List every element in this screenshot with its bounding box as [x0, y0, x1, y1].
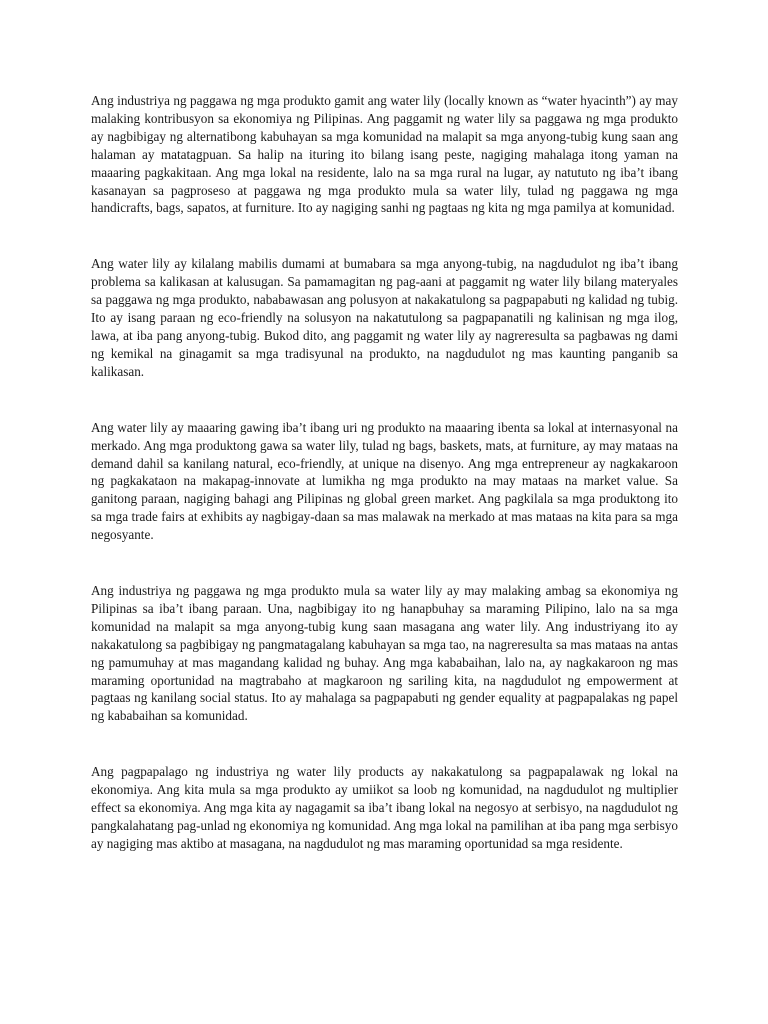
- paragraph-2: Ang water lily ay kilalang mabilis dumami at bumabara sa mga anyong-tubig, na nagdudulot ng iba’t ibang problema sa kalikasan at kalusugan. Sa pamamagitan ng pag-aani at paggamit ng water lily bilang materyales sa paggawa ng mga produkto, nababawasan ang polusyon at nakakatulong sa pagpapabuti ng kalidad ng tubig. Ito ay isang paraan ng eco-friendly na solusyon na nakatutulong sa pagpapanatili ng kalinisan ng mga ilog, lawa, at iba pang anyong-tubig. Bukod dito, ang paggamit ng water lily ay nagreresulta sa pagbawas ng dami ng kemikal na ginagamit sa mga tradisyunal na produkto, na nagdudulot ng mas kaunting panganib sa kalikasan.: [91, 256, 678, 379]
- paragraph-3: Ang water lily ay maaaring gawing iba’t ibang uri ng produkto na maaaring ibenta sa lokal at internasyonal na merkado. Ang mga produktong gawa sa water lily, tulad ng bags, baskets, mats, at furniture, ay may mataas na demand dahil sa kanilang natural, eco-friendly, at unique na disenyo. Ang mga entrepreneur ay nagkakaroon ng pagkakataon na makapag-innovate at lumikha ng mga produkto na may mataas na market value. Sa ganitong paraan, nagiging bahagi ang Pilipinas ng global green market. Ang pagkilala sa mga produktong ito sa mga trade fairs at exhibits ay nagbigay-daan sa mas malawak na merkado at mas mataas na kita para sa mga negosyante.: [91, 419, 678, 543]
- document-body: [91, 92, 678, 853]
- paragraph-4: Ang industriya ng paggawa ng mga produkto mula sa water lily ay may malaking ambag sa ekonomiya ng Pilipinas sa iba’t ibang paraan. Una, nagbibigay ito ng hanapbuhay sa maraming Pilipino, lalo na sa mga komunidad na malapit sa mga anyong-tubig kung saan masagana ang water lily. Ang industriyang ito ay nakakatulong sa pagbibigay ng pangmatagalang kabuhayan sa mga tao, na nagreresulta sa mas mataas na antas ng pamumuhay at mas magandang kalidad ng buhay. Ang mga kababaihan, lalo na, ay nagkakaroon ng mas maraming oportunidad na magtrabaho at magkaroon ng sariling kita, na nagdudulot ng empowerment at pagtaas ng kanilang social status. Ito ay mahalaga sa pagpapabuti ng gender equality at pagpapalakas ng papel ng kababaihan sa komunidad.: [91, 583, 678, 724]
- paragraph-1: Ang industriya ng paggawa ng mga produkto gamit ang water lily (locally known as “water hyacinth”) ay may malaking kontribusyon sa ekonomiya ng Pilipinas. Ang paggamit ng water lily sa paggawa ng mga produkto ay nagbibigay ng alternatibong kabuhayan sa mga komunidad na malapit sa mga anyong-tubig kung saan ang halaman ay matatagpuan. Sa halip na ituring ito bilang isang peste, nagiging mahalaga itong yaman na maaaring pagkakitaan. Ang mga lokal na residente, lalo na sa mga rural na lugar, ay natututo ng iba’t ibang kasanayan sa pagproseso at paggawa ng mga produkto mula sa water lily, tulad ng paggawa ng mga handicrafts, bags, sapatos, at furniture. Ito ay nagiging sanhi ng pagtaas ng kita ng mga pamilya at komunidad.: [91, 93, 678, 216]
- paragraph-5: Ang pagpapalago ng industriya ng water lily products ay nakakatulong sa pagpapalawak ng lokal na ekonomiya. Ang kita mula sa mga produkto ay umiikot sa loob ng komunidad, na nagdudulot ng multiplier effect sa ekonomiya. Ang mga kita ay nagagamit sa iba’t ibang lokal na negosyo at serbisyo, na nagdudulot ng pangkalahatang pag-unlad ng ekonomiya ng komunidad. Ang mga lokal na pamilihan at iba pang mga serbisyo ay nagiging mas aktibo at masagana, na nagdudulot ng mas maraming oportunidad sa mga residente.: [91, 764, 678, 851]
